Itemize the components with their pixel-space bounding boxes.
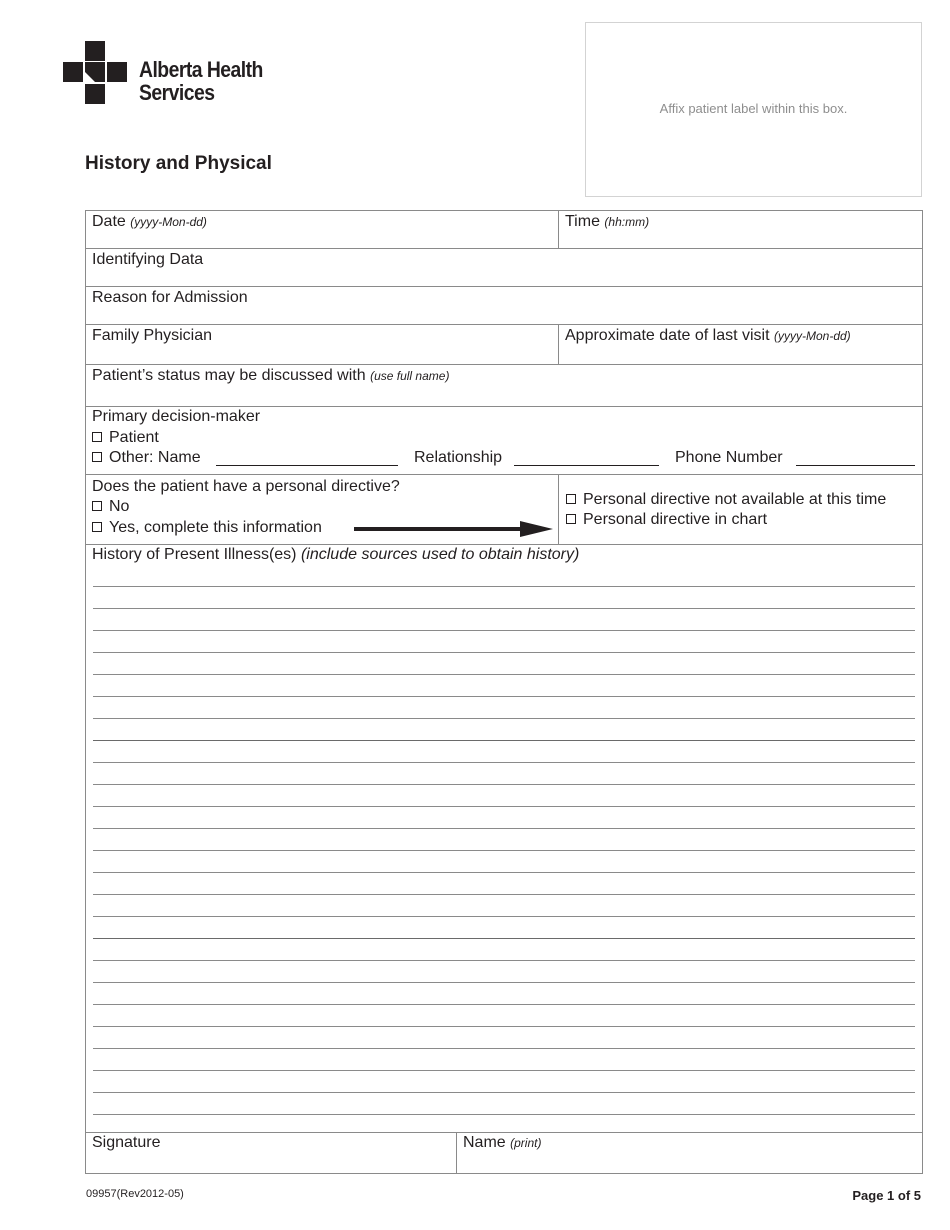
org-name xyxy=(139,58,263,104)
decision-maker-patient-option[interactable] xyxy=(92,428,159,448)
directive-not-available-checkbox[interactable] xyxy=(566,494,576,504)
hpi-writing-line[interactable] xyxy=(93,630,915,631)
identifying-data-label: Identifying Data xyxy=(92,251,204,268)
patient-label-box[interactable] xyxy=(585,22,922,197)
directive-yes-option[interactable] xyxy=(92,518,322,538)
reason-for-admission-label: Reason for Admission xyxy=(92,289,248,306)
hpi-writing-line[interactable] xyxy=(93,938,915,939)
status-discussed-label: Patient’s status may be discussed with xyxy=(92,367,366,384)
signature-row xyxy=(86,1133,922,1173)
time-hint: (hh:mm) xyxy=(604,215,650,229)
directive-question: Does the patient have a personal directive? xyxy=(92,478,400,495)
hpi-writing-line[interactable] xyxy=(93,740,915,741)
hpi-section xyxy=(86,545,922,1133)
other-name-label: Other: Name xyxy=(109,449,201,466)
hpi-writing-line[interactable] xyxy=(93,608,915,609)
directive-in-chart-checkbox[interactable] xyxy=(566,514,576,524)
hpi-writing-line[interactable] xyxy=(93,1114,915,1115)
name-print-field[interactable] xyxy=(456,1133,922,1173)
page-number: Page 1 of 5 xyxy=(852,1188,921,1203)
hpi-label: History of Present Illness(es) xyxy=(92,546,297,563)
directive-question-cell xyxy=(86,475,558,544)
date-time-row xyxy=(86,211,922,249)
identifying-data-field[interactable] xyxy=(86,249,922,287)
hpi-writing-line[interactable] xyxy=(93,872,915,873)
family-physician-row xyxy=(86,325,922,365)
hpi-writing-line[interactable] xyxy=(93,762,915,763)
ahs-logo xyxy=(63,41,293,105)
org-name-line2: Services xyxy=(139,80,215,105)
status-discussed-hint: (use full name) xyxy=(370,369,450,383)
date-field[interactable] xyxy=(86,211,558,248)
directive-yes-label: Yes, complete this information xyxy=(109,519,322,536)
hpi-writing-line[interactable] xyxy=(93,696,915,697)
decision-maker-row xyxy=(86,407,922,475)
patient-checkbox[interactable] xyxy=(92,432,102,442)
other-checkbox[interactable] xyxy=(92,452,102,462)
decision-maker-other-option[interactable] xyxy=(92,448,201,468)
hpi-writing-line[interactable] xyxy=(93,960,915,961)
hpi-writing-line[interactable] xyxy=(93,916,915,917)
family-physician-label: Family Physician xyxy=(92,327,213,344)
hpi-writing-line[interactable] xyxy=(93,674,915,675)
relationship-input[interactable] xyxy=(514,465,659,466)
patient-option-label: Patient xyxy=(109,429,159,446)
hpi-writing-line[interactable] xyxy=(93,894,915,895)
signature-label: Signature xyxy=(92,1134,161,1151)
history-physical-form xyxy=(85,210,923,1174)
directive-not-available-label: Personal directive not available at this time xyxy=(583,491,887,508)
directive-no-checkbox[interactable] xyxy=(92,501,102,511)
hpi-writing-line[interactable] xyxy=(93,718,915,719)
hpi-writing-line[interactable] xyxy=(93,850,915,851)
hpi-writing-line[interactable] xyxy=(93,1048,915,1049)
phone-number-label: Phone Number xyxy=(675,449,783,466)
decision-maker-label: Primary decision-maker xyxy=(92,408,261,425)
patient-label-instruction: Affix patient label within this box. xyxy=(659,101,848,116)
hpi-writing-line[interactable] xyxy=(93,828,915,829)
directive-options-cell xyxy=(558,475,922,544)
personal-directive-row xyxy=(86,475,922,545)
directive-no-label: No xyxy=(109,498,130,515)
org-name-line1: Alberta Health xyxy=(139,57,263,82)
hpi-writing-line[interactable] xyxy=(93,652,915,653)
directive-not-available-option[interactable] xyxy=(566,490,886,510)
hpi-writing-line[interactable] xyxy=(93,982,915,983)
directive-in-chart-option[interactable] xyxy=(566,510,767,530)
family-physician-field[interactable] xyxy=(86,325,558,364)
page-title: History and Physical xyxy=(85,153,272,174)
directive-yes-checkbox[interactable] xyxy=(92,522,102,532)
last-visit-label: Approximate date of last visit xyxy=(565,327,770,344)
name-print-hint: (print) xyxy=(510,1136,542,1150)
date-label: Date xyxy=(92,213,126,230)
ahs-cross-logo-icon xyxy=(63,41,127,105)
arrow-right-icon xyxy=(354,521,554,537)
hpi-writing-line[interactable] xyxy=(93,1070,915,1071)
last-visit-hint: (yyyy-Mon-dd) xyxy=(774,329,851,343)
phone-number-input[interactable] xyxy=(796,465,915,466)
time-label: Time xyxy=(565,213,600,230)
hpi-writing-line[interactable] xyxy=(93,1092,915,1093)
date-hint: (yyyy-Mon-dd) xyxy=(130,215,207,229)
time-field[interactable] xyxy=(558,211,922,248)
hpi-writing-line[interactable] xyxy=(93,586,915,587)
name-print-label: Name xyxy=(463,1134,506,1151)
form-code: 09957(Rev2012-05) xyxy=(86,1188,184,1200)
directive-no-option[interactable] xyxy=(92,497,129,517)
other-name-input[interactable] xyxy=(216,465,398,466)
reason-for-admission-field[interactable] xyxy=(86,287,922,325)
hpi-writing-line[interactable] xyxy=(93,1026,915,1027)
directive-in-chart-label: Personal directive in chart xyxy=(583,511,768,528)
hpi-writing-line[interactable] xyxy=(93,784,915,785)
status-discussed-field[interactable] xyxy=(86,365,922,407)
hpi-hint: (include sources used to obtain history) xyxy=(300,546,580,563)
signature-field[interactable] xyxy=(86,1133,456,1173)
last-visit-field[interactable] xyxy=(558,325,922,364)
hpi-writing-line[interactable] xyxy=(93,1004,915,1005)
hpi-writing-line[interactable] xyxy=(93,806,915,807)
relationship-label: Relationship xyxy=(414,449,503,466)
